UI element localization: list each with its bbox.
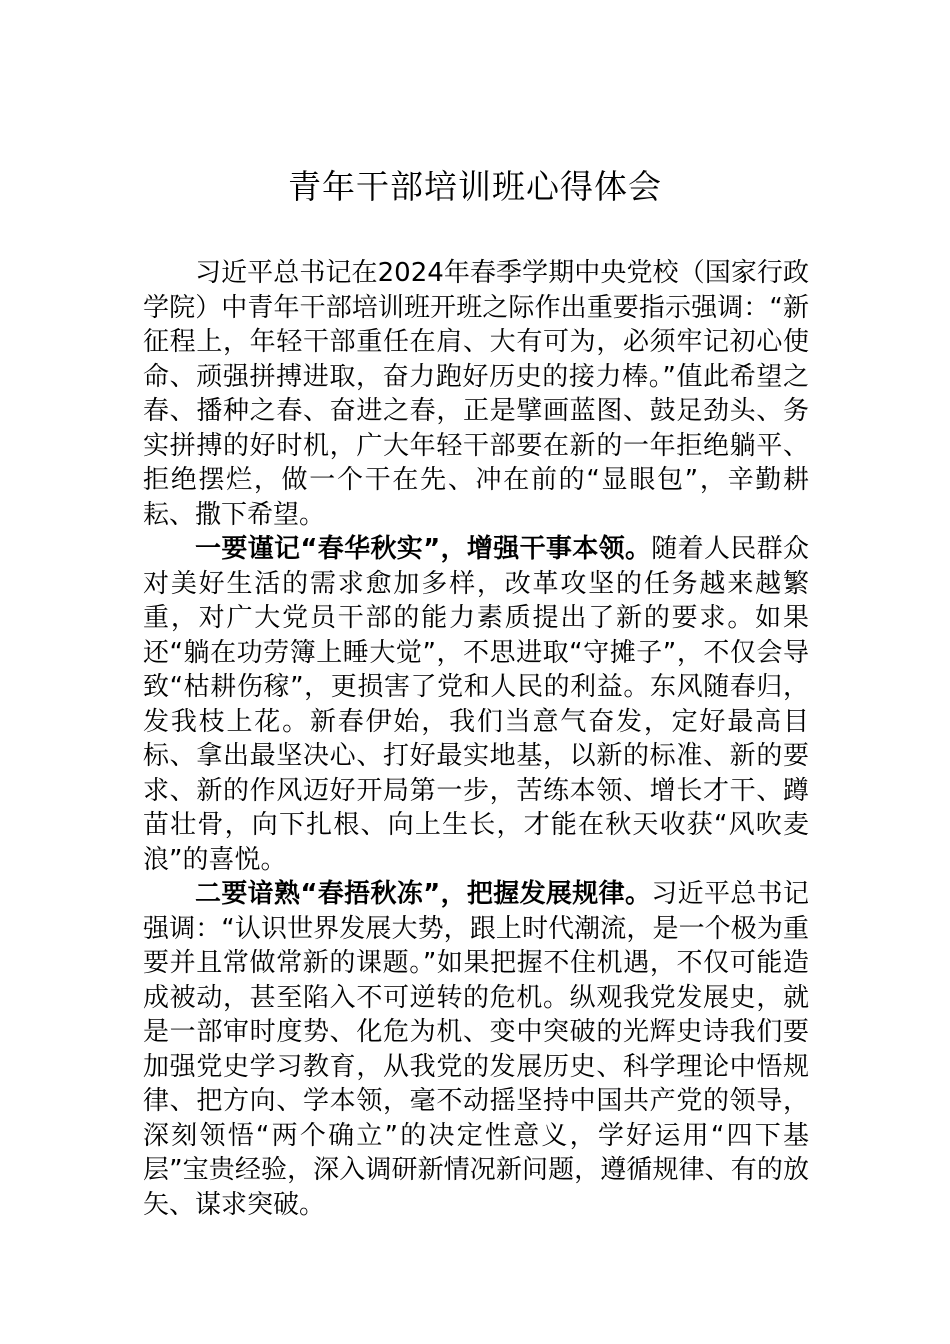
paragraph-3 bbox=[143, 877, 809, 1222]
paragraph-text: 随着人民群众对美好生活的需求愈加多样，改革攻坚的任务越来越繁重，对广大党员干部的能力素质提出了新的要求。如果还“躺在功劳簿上睡大觉”，不思进取“守摊子”，不仅会导致“枯耕伤稼”，更损害了党和人民的利益。东风随春归，发我枝上花。新春伊始，我们当意气奋发，定好最高目标、拿出最坚决心、打好最实地基，以新的标准、新的要求、新的作风迈好开局第一步，苦练本领、增长才干、蹲苗壮骨，向下扎根、向上生长，才能在秋天收获“风吹麦浪”的喜悦。 bbox=[143, 534, 809, 875]
paragraph-lead: 一要谨记“春华秋实”，增强干事本领。 bbox=[195, 534, 652, 564]
paragraph-1 bbox=[143, 256, 809, 532]
paragraph-lead: 二要谙熟“春捂秋冻”，把握发展规律。 bbox=[195, 879, 652, 909]
paragraph-text: 习近平总书记在2024年春季学期中央党校（国家行政学院）中青年干部培训班开班之际作出重要指示强调：“新征程上，年轻干部重任在肩、大有可为，必须牢记初心使命、顽强拼搏进取，奋力跑好历史的接力棒。”值此希望之春、播种之春、奋进之春，正是擘画蓝图、鼓足劲头、务实拼搏的好时机，广大年轻干部要在新的一年拒绝躺平、拒绝摆烂，做一个干在先、冲在前的“显眼包”，辛勤耕耘、撒下希望。 bbox=[143, 258, 809, 530]
paragraph-2 bbox=[143, 532, 809, 877]
document-title: 青年干部培训班心得体会 bbox=[288, 167, 662, 206]
document-body bbox=[143, 256, 809, 1222]
paragraph-text: 习近平总书记强调：“认识世界发展大势，跟上时代潮流，是一个极为重要并且常做常新的课题。”如果把握不住机遇，不仅可能造成被动，甚至陷入不可逆转的危机。纵观我党发展史，就是一部审时度势、化危为机、变中突破的光辉史诗我们要加强党史学习教育，从我党的发展历史、科学理论中悟规律、把方向、学本领，毫不动摇坚持中国共产党的领导，深刻领悟“两个确立”的决定性意义，学好运用“四下基层”宝贵经验，深入调研新情况新问题，遵循规律、有的放矢、谋求突破。 bbox=[143, 879, 809, 1220]
